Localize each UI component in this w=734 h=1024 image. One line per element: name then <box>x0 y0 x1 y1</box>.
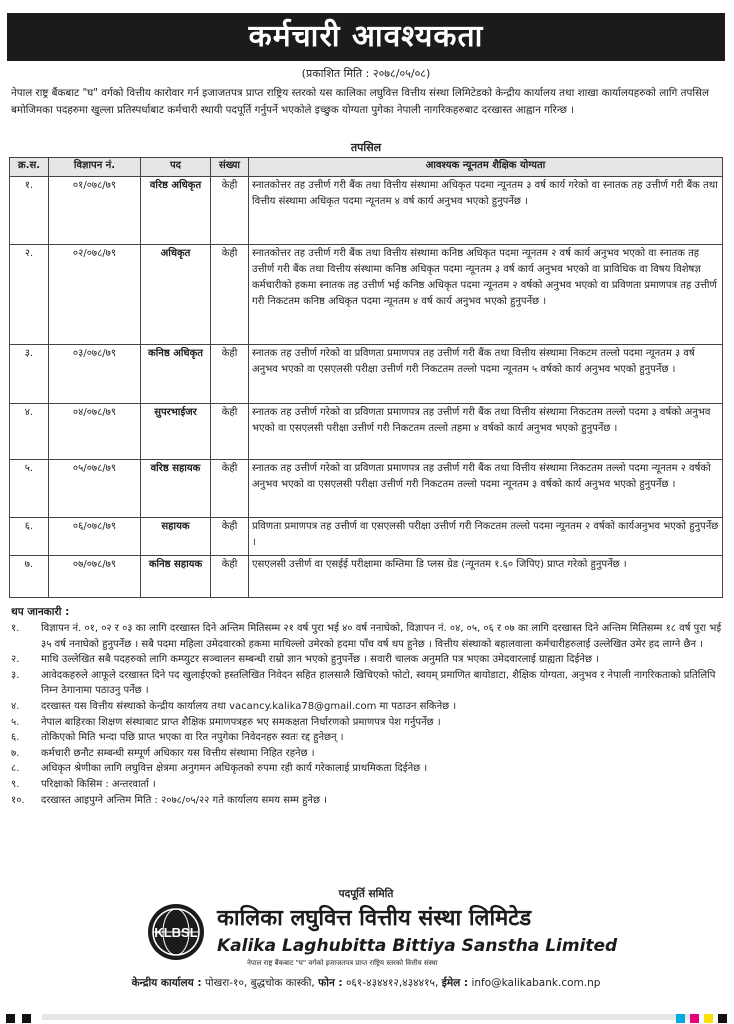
header-ad-number: विज्ञापन नं. <box>49 158 141 177</box>
note-text: आवेदकहरुले आफूले दरखास्त दिने पद खुलाईएको हस्तलिखित निवेदन सहित हालसालै खिचिएको फोटो, स्वयम् प्रमाणित बायोडाटा, शैक्षिक योग्यता, अनुभव र नेपाली नागरिकताको प्रतिलिपि निम्न ठेगानामा पठाउनु पर्नेछ । <box>41 669 716 697</box>
list-item <box>11 793 723 809</box>
row-count: केही <box>211 556 249 598</box>
row-serial: ५. <box>10 460 49 518</box>
note-number: २. <box>11 654 20 666</box>
email-text: info@kalikabank.com.np <box>471 977 601 989</box>
ad-title: कर्मचारी आवश्यकता <box>7 13 725 61</box>
note-text: नेपाल बाहिरका शिक्षण संस्थाबाट प्राप्त शैक्षिक प्रमाणपत्रहरु भए समकक्षता निर्धारणको प्रमाणपत्र पेश गर्नुपर्नेछ । <box>41 716 441 728</box>
recruitment-committee-label: पदपूर्ति समिति <box>338 888 394 900</box>
header-count: संख्या <box>211 158 249 177</box>
row-post: वरिष्ठ सहायक <box>141 460 211 518</box>
list-item <box>11 730 723 746</box>
list-item <box>11 746 723 762</box>
table-row <box>10 177 723 245</box>
header-qualification: आवश्यक न्यूनतम शैक्षिक योग्यता <box>249 158 723 177</box>
table-row <box>10 518 723 556</box>
vacancy-table <box>9 157 723 598</box>
list-item <box>11 715 723 731</box>
note-number: ८. <box>11 763 20 775</box>
registration-mark-yellow <box>704 1014 713 1023</box>
row-serial: १. <box>10 177 49 245</box>
row-ad-number: ०४/०७८/७९ <box>49 404 141 460</box>
registration-mark-black <box>6 1014 15 1023</box>
row-count: केही <box>211 345 249 404</box>
note-number: ३. <box>11 669 20 681</box>
note-text: तोकिएको मिति भन्दा पछि प्राप्त भएका वा रित नपुगेका निवेदनहरु स्वतः रद्द हुनेछन् । <box>41 732 344 744</box>
note-text: कर्मचारी छनौट सम्बन्धी सम्पूर्ण अधिकार यस वित्तीय संस्थामा निहित रहनेछ । <box>41 747 315 759</box>
row-ad-number: ०५/०७८/७९ <box>49 460 141 518</box>
list-item <box>11 621 723 652</box>
more-info-title: थप जानकारी : <box>11 606 70 618</box>
note-text: विज्ञापन नं. ०१, ०२ र ०३ का लागि दरखास्त दिने अन्तिम मितिसम्म २१ वर्ष पुरा भई ४० वर्ष ननाघेको, विज्ञापन नं. ०४, ०५, ०६ र ०७ का लागि दरखास्त दिने अन्तिम मितिसम्म १८ वर्ष पुरा भई ३५ वर्ष ननाघेको हुनुपर्नेछ । सबै पदमा महिला उमेदवारको हकमा माथिल्लो उमेरको हदमा पाँच वर्ष थप हुनेछ । वित्तीय संस्थाको बहालवाला कर्मचारीहरुलाई उल्लेखित उमेर हद लाग्ने छैन । <box>41 623 722 650</box>
list-item <box>11 699 723 715</box>
company-tagline: नेपाल राष्ट्र बैंकबाट "घ" वर्गको इजाजतपत्र प्राप्त राष्ट्रिय स्तरको वित्तीय संस्था <box>247 959 438 967</box>
table-row <box>10 345 723 404</box>
row-qualification: स्नातकोत्तर तह उत्तीर्ण गरी बैंक तथा वित्तीय संस्थामा अधिकृत पदमा न्यूनतम ३ वर्ष कार्य गरेको वा स्नातक तह उत्तीर्ण गरी बैंक तथा वित्तीय संस्थामा अधिकृत पदमा न्यूनतम ४ वर्ष कार्य अनुभव भएको हुनुपर्नेछ । <box>249 177 723 245</box>
row-ad-number: ०२/०७८/७९ <box>49 245 141 345</box>
published-date: (प्रकाशित मिति : २०७८/०५/०८) <box>301 67 431 80</box>
company-name-english: Kalika Laghubitta Bittiya Sanstha Limited <box>217 936 618 956</box>
company-logo <box>146 902 206 962</box>
row-qualification: एसएलसी उत्तीर्ण वा एसईई परीक्षामा कम्तिमा डि प्लस ग्रेड (न्यूनतम १.६० जिपिए) प्राप्त गरेको हुनुपर्नेछ । <box>249 556 723 598</box>
header-serial: क्र.स. <box>10 158 49 177</box>
row-serial: ७. <box>10 556 49 598</box>
row-qualification: प्रविणता प्रमाणपत्र तह उत्तीर्ण वा एसएलसी परीक्षा उत्तीर्ण गरी निकटतम तल्लो पदमा न्यूनतम २ वर्षको कार्यअनुभव भएको हुनुपर्नेछ । <box>249 518 723 556</box>
address-text: पोखरा-१०, बुद्धचोक कास्की, <box>204 977 315 989</box>
note-text: दरखास्त आइपुग्ने अन्तिम मिति : २०७८/०५/२२ गते कार्यालय समय सम्म हुनेछ । <box>41 794 327 806</box>
email-label: ईमेल : <box>441 977 469 989</box>
schedule-heading: तपसिल <box>350 141 382 154</box>
row-count: केही <box>211 518 249 556</box>
note-number: १. <box>11 623 20 634</box>
table-header-row <box>10 158 723 177</box>
note-text: परिक्षाको किसिम : अन्तरवार्ता । <box>41 778 156 790</box>
row-post: सुपरभाईजर <box>141 404 211 460</box>
row-qualification: स्नातक तह उत्तीर्ण गरेको वा प्रविणता प्रमाणपत्र तह उत्तीर्ण गरी बैंक तथा वित्तीय संस्थामा निकटतम तल्लो पदमा न्यूनतम २ वर्षको अनुभव भएको वा एसएलसी परीक्षा उत्तीर्ण गरी निकटतम तल्लो पदमा न्यूनतम ३ वर्षको कार्य अनुभव भएको हुनुपर्नेछ । <box>249 460 723 518</box>
row-qualification: स्नातक तह उत्तीर्ण गरेको वा प्रविणता प्रमाणपत्र तह उत्तीर्ण गरी बैंक तथा वित्तीय संस्थामा निकटम तल्लो पदमा न्यूनतम ३ वर्ष अनुभव भएको वा एसएलसी परीक्षा उत्तीर्ण गरी निकटतम तल्लो पदमा न्यूनतम ५ वर्षको कार्य अनुभव भएको हुनुपर्नेछ । <box>249 345 723 404</box>
row-ad-number: ०१/०७८/७९ <box>49 177 141 245</box>
row-count: केही <box>211 177 249 245</box>
header-post: पद <box>141 158 211 177</box>
table-row <box>10 556 723 598</box>
row-serial: ३. <box>10 345 49 404</box>
row-post: अधिकृत <box>141 245 211 345</box>
registration-mark-black <box>22 1014 31 1023</box>
row-serial: २. <box>10 245 49 345</box>
row-serial: ६. <box>10 518 49 556</box>
list-item <box>11 777 723 793</box>
row-post: कनिष्ठ अधिकृत <box>141 345 211 404</box>
logo-lettering: KLBSL <box>154 925 198 940</box>
note-number: ९. <box>11 778 20 790</box>
row-count: केही <box>211 245 249 345</box>
list-item <box>11 668 723 699</box>
more-info-list <box>11 621 723 808</box>
phone-text: ०६१-४३४४१२,४३४४१५, <box>345 977 439 989</box>
phone-label: फोन : <box>318 977 343 989</box>
list-item <box>11 652 723 668</box>
contact-line <box>7 976 725 990</box>
intro-paragraph: नेपाल राष्ट्र बैंकबाट "घ" वर्गको वित्तीय कारोवार गर्न इजाजतपत्र प्राप्त राष्ट्रिय स्तरको यस कालिका लघुवित्त वित्तीय संस्था लिमिटेडको केन्द्रीय कार्यालय तथा शाखा कार्यालयहरुको लागि तपसिल बमोजिमका पदहरुमा खुल्ला प्रतिस्पर्धाबाट कर्मचारी स्थायी पदपूर्ति गर्नुपर्ने भएकोले इच्छुक योग्यता पुगेका नेपाली नागरिकहरुबाट दरखास्त आह्वान गरिन्छ । <box>11 87 709 116</box>
row-serial: ४. <box>10 404 49 460</box>
note-text: माथि उल्लेखित सबै पदहरुको लागि कम्प्युटर सञ्चालन सम्बन्धी राम्रो ज्ञान भएको हुनुपर्नेछ । सवारी चालक अनुमति पत्र भएका उमेदवारलाई ग्राह्यता दिईनेछ । <box>41 654 599 666</box>
list-item <box>11 761 723 777</box>
row-count: केही <box>211 404 249 460</box>
print-crop-bar <box>42 1014 692 1020</box>
row-ad-number: ०६/०७८/७९ <box>49 518 141 556</box>
row-post: सहायक <box>141 518 211 556</box>
note-text: अधिकृत श्रेणीका लागि लघुवित्त क्षेत्रमा अनुगमन अधिकृतको रुपमा रही कार्य गरेकालाई प्राथमिकता दिईनेछ । <box>41 763 428 775</box>
registration-mark-black <box>718 1014 727 1023</box>
row-qualification: स्नातकोत्तर तह उत्तीर्ण गरी बैंक तथा वित्तीय संस्थामा कनिष्ठ अधिकृत पदमा न्यूनतम २ वर्ष कार्य अनुभव भएको वा स्नातक तह उत्तीर्ण गरी बैंक तथा वित्तीय संस्थामा कनिष्ठ अधिकृत पदमा न्यूनतम ३ वर्ष कार्य अनुभव भएको वा प्राविधिक वा विषय विशेषज्ञ कर्मचारीको हकमा स्नातक तह उत्तीर्ण भई कनिष्ठ अधिकृत पदमा न्यूनतम २ वर्षको अनुभव भएको वा प्रविणता प्रमाणपत्र तह उत्तीर्ण गरी निकटतम कनिष्ठ अधिकृत पदमा न्यूनतम ४ वर्ष कार्य अनुभव भएको हुनुपर्नेछ । <box>249 245 723 345</box>
row-ad-number: ०३/०७८/७९ <box>49 345 141 404</box>
note-number: ५. <box>11 716 20 728</box>
company-name-nepali: कालिका लघुवित्त वित्तीय संस्था लिमिटेड <box>217 906 532 931</box>
table-row <box>10 404 723 460</box>
address-label: केन्द्रीय कार्यालय : <box>131 977 202 989</box>
note-number: १०. <box>11 794 25 806</box>
row-ad-number: ०७/०७८/७९ <box>49 556 141 598</box>
table-row <box>10 460 723 518</box>
note-number: ४. <box>11 700 20 712</box>
row-post: वरिष्ठ अधिकृत <box>141 177 211 245</box>
registration-mark-magenta <box>690 1014 699 1023</box>
note-number: ७. <box>11 747 20 759</box>
row-qualification: स्नातक तह उत्तीर्ण गरेको वा प्रविणता प्रमाणपत्र तह उत्तीर्ण गरी बैंक तथा वित्तीय संस्थामा निकटतम तल्लो पदमा ३ वर्षको अनुभव भएको वा एसएलसी परीक्षा उत्तीर्ण गरी निकटतम तल्लो तहमा ४ वर्षको कार्य अनुभव भएको हुनुपर्नेछ । <box>249 404 723 460</box>
row-count: केही <box>211 460 249 518</box>
advertisement-sheet <box>7 4 725 997</box>
note-text: दरखास्त यस वित्तीय संस्थाको केन्द्रीय कार्यालय तथा vacancy.kalika78@gmail.com मा पठाउन सकिनेछ । <box>41 700 457 712</box>
registration-mark-cyan <box>676 1014 685 1023</box>
row-post: कनिष्ठ सहायक <box>141 556 211 598</box>
note-number: ६. <box>11 732 20 744</box>
table-row <box>10 245 723 345</box>
